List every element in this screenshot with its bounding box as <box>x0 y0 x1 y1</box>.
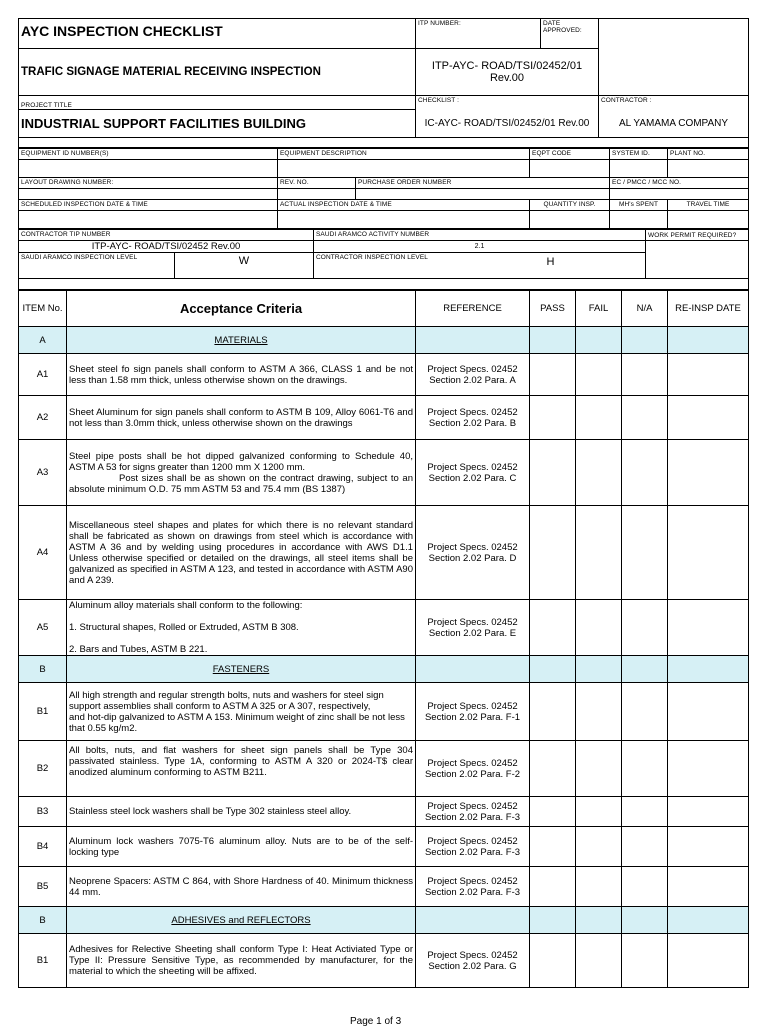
criteria-text: All bolts, nuts, and flat washers for sheet sign panels shall be Type 304 passivated stainless. Type 1A, conforming to ASTM A 320 or 2024-T$ clear anodized aluminum conforming to ASTM B211. <box>67 741 416 797</box>
section-id: B <box>19 907 67 934</box>
fail-cell[interactable] <box>576 797 622 827</box>
reference-cell <box>416 600 530 656</box>
criteria-text: Adhesives for Relective Sheeting shall conform Type I: Heat Activiated Type or Type II: Pressure Sensitive Type, as recommended by manufacturer, for the material to which the sheeting will be affixed. <box>67 934 416 988</box>
ec-pmcc-mcc-label: EC / PMCC / MCC NO. <box>610 178 749 189</box>
layout-drawing-value <box>19 189 278 200</box>
contractor-tip-label: CONTRACTOR TIP NUMBER <box>19 230 314 241</box>
table-row <box>19 600 749 656</box>
item-id: B2 <box>19 741 67 797</box>
quantity-value <box>530 211 610 229</box>
reinsp-date-cell[interactable] <box>668 827 749 867</box>
equipment-id-value <box>19 160 278 178</box>
fail-cell[interactable] <box>576 440 622 506</box>
table-row <box>19 354 749 396</box>
criteria-line: All high strength and regular strength bolts, nuts and washers for steel sign support assemblies shall conform to ASTM A 325 or A 307, respectively, <box>69 689 384 712</box>
itp-number-label: ITP NUMBER: <box>416 19 541 49</box>
spacer <box>19 138 749 148</box>
fail-cell[interactable] <box>576 354 622 396</box>
project-title-label: PROJECT TITLE <box>19 96 416 110</box>
item-no-header: ITEM No. <box>19 291 67 327</box>
pass-cell[interactable] <box>530 867 576 907</box>
fail-cell[interactable] <box>576 506 622 600</box>
reinsp-date-cell[interactable] <box>668 440 749 506</box>
item-id: A3 <box>19 440 67 506</box>
work-permit-label: WORK PERMIT REQUIRED? <box>646 230 749 241</box>
na-cell[interactable] <box>622 867 668 907</box>
actual-date-label: ACTUAL INSPECTION DATE & TIME <box>278 200 530 211</box>
reference-cell <box>416 440 530 506</box>
criteria-text <box>67 440 416 506</box>
purchase-order-label: PURCHASE ORDER NUMBER <box>356 178 610 189</box>
sa-inspection-level-label: SAUDI ARAMCO INSPECTION LEVEL <box>19 253 175 279</box>
section-row <box>19 327 749 354</box>
pass-cell[interactable] <box>530 396 576 440</box>
criteria-line: 1. Structural shapes, Rolled or Extruded, ASTM B 308. <box>69 622 299 633</box>
reinsp-date-cell[interactable] <box>668 683 749 741</box>
criteria-text <box>67 600 416 656</box>
work-permit-value <box>646 241 749 279</box>
na-cell[interactable] <box>622 797 668 827</box>
pass-cell[interactable] <box>530 827 576 867</box>
fail-cell[interactable] <box>576 934 622 988</box>
criteria-line: and hot-dip galvanized to ASTM A 153. Minimum weight of zinc shall be not less that 0.55 kg/m2. <box>69 711 405 734</box>
table-row <box>19 934 749 988</box>
criteria-text: Neoprene Spacers: ASTM C 864, with Shore Hardness of 40. Minimum thickness 44 mm. <box>67 867 416 907</box>
reference-spec: Project Specs. 02452 <box>427 700 518 712</box>
reference-section: Section 2.02 Para. A <box>429 374 516 386</box>
reference-section: Section 2.02 Para. C <box>428 472 517 484</box>
mh-spent-value <box>610 211 668 229</box>
fail-cell[interactable] <box>576 741 622 797</box>
na-cell[interactable] <box>622 934 668 988</box>
equipment-description-label: EQUIPMENT DESCRIPTION <box>278 149 530 160</box>
equipment-id-label: EQUIPMENT ID NUMBER(S) <box>19 149 278 160</box>
actual-date-value <box>278 211 530 229</box>
reference-section: Section 2.02 Para. F-2 <box>424 768 521 780</box>
na-cell[interactable] <box>622 440 668 506</box>
criteria-text: Sheet steel fo sign panels shall conform to ASTM A 366, CLASS 1 and be not less than 1.58 mm thick, unless otherwise shown on the drawings. <box>67 354 416 396</box>
item-id: A4 <box>19 506 67 600</box>
section-row <box>19 907 749 934</box>
table-row <box>19 741 749 797</box>
na-cell[interactable] <box>622 600 668 656</box>
travel-time-label: TRAVEL TIME <box>668 200 749 211</box>
criteria-line: 2. Bars and Tubes, ASTM B 221. <box>69 644 208 655</box>
date-approved-label: DATE APPROVED: <box>541 19 599 49</box>
fail-cell[interactable] <box>576 600 622 656</box>
eqpt-code-value <box>530 160 610 178</box>
table-row <box>19 827 749 867</box>
criteria-text <box>67 683 416 741</box>
item-id: A1 <box>19 354 67 396</box>
reinsp-date-cell[interactable] <box>668 797 749 827</box>
contractor-inspection-level-label: CONTRACTOR INSPECTION LEVEL <box>316 254 429 261</box>
contractor-tip-value: ITP-AYC- ROAD/TSI/02452 Rev.00 <box>19 241 314 253</box>
reference-section: Section 2.02 Para. F-3 <box>424 886 521 898</box>
checklist-subtitle: TRAFIC SIGNAGE MATERIAL RECEIVING INSPECTION <box>21 66 321 78</box>
itp-number-value: ITP-AYC- ROAD/TSI/02452/01 Rev.00 <box>416 49 599 96</box>
reference-section: Section 2.02 Para. E <box>428 627 517 639</box>
activity-number-label: SAUDI ARAMCO ACTIVITY NUMBER <box>314 230 646 241</box>
pass-header: PASS <box>530 291 576 327</box>
checklist-label: CHECKLIST : <box>416 96 599 110</box>
criteria-text: Stainless steel lock washers shall be Type 302 stainless steel alloy. <box>67 797 416 827</box>
reference-cell <box>416 797 530 827</box>
section-row <box>19 656 749 683</box>
reference-section: Section 2.02 Para. F-3 <box>424 811 521 823</box>
title-cell <box>19 19 416 49</box>
pass-cell[interactable] <box>530 797 576 827</box>
plant-no-label: PLANT NO. <box>668 149 749 160</box>
reference-section: Section 2.02 Para. G <box>428 960 517 972</box>
page-footer: Page 1 of 3 <box>350 1016 402 1027</box>
item-id: A5 <box>19 600 67 656</box>
reference-cell <box>416 934 530 988</box>
reinsp-date-header: RE-INSP DATE <box>668 291 749 327</box>
contractor-inspection-level-value: H <box>546 256 555 268</box>
reference-spec: Project Specs. 02452 <box>427 875 518 887</box>
item-id: A2 <box>19 396 67 440</box>
spacer <box>19 279 749 290</box>
item-id: B1 <box>19 934 67 988</box>
reference-cell <box>416 506 530 600</box>
criteria-table <box>18 290 749 988</box>
na-cell[interactable] <box>622 354 668 396</box>
pass-cell[interactable] <box>530 934 576 988</box>
purchase-order-value <box>356 189 610 200</box>
reference-section: Section 2.02 Para. B <box>428 417 517 429</box>
reference-cell <box>416 354 530 396</box>
reference-spec: Project Specs. 02452 <box>427 949 518 961</box>
item-id: B1 <box>19 683 67 741</box>
layout-drawing-label: LAYOUT DRAWING NUMBER: <box>19 178 278 189</box>
scheduled-date-value <box>19 211 278 229</box>
approval-box <box>599 19 749 96</box>
reference-spec: Project Specs. 02452 <box>427 541 518 553</box>
item-id: B5 <box>19 867 67 907</box>
na-cell[interactable] <box>622 741 668 797</box>
reference-cell <box>416 827 530 867</box>
subtitle-cell <box>19 49 416 96</box>
system-id-value <box>610 160 668 178</box>
pass-cell[interactable] <box>530 354 576 396</box>
na-header: N/A <box>622 291 668 327</box>
fail-cell[interactable] <box>576 683 622 741</box>
reference-spec: Project Specs. 02452 <box>427 363 518 375</box>
mh-spent-label: MH's SPENT <box>610 200 668 211</box>
section-title: FASTENERS <box>67 656 416 683</box>
reference-header: REFERENCE <box>416 291 530 327</box>
criteria-text: Miscellaneous steel shapes and plates for which there is no relevant standard shall be fabricated as shown on drawings from steel which is accordance with ASTM A 36 and by welding using procedures in accordance with AWS D1.1 Unless otherwise specified or detailed on the drawings, all steel items shall be galvanized as specified in ASTM A 123, and tested in accordance with ASTM A90 and A 239. <box>67 506 416 600</box>
reference-section: Section 2.02 Para. F-1 <box>424 711 521 723</box>
item-id: B3 <box>19 797 67 827</box>
pass-cell[interactable] <box>530 600 576 656</box>
rev-no-value <box>278 189 356 200</box>
reference-section: Section 2.02 Para. F-3 <box>424 846 521 858</box>
reference-cell <box>416 867 530 907</box>
eqpt-code-label: EQPT CODE <box>530 149 610 160</box>
section-title: ADHESIVES and REFLECTORS <box>67 907 416 934</box>
acceptance-criteria-header: Acceptance Criteria <box>67 291 416 327</box>
reinsp-date-cell[interactable] <box>668 506 749 600</box>
checklist-value: IC-AYC- ROAD/TSI/02452/01 Rev.00 <box>416 110 599 138</box>
reference-section: Section 2.02 Para. D <box>428 552 517 564</box>
sa-inspection-level-value: W <box>175 253 314 279</box>
activity-number-value: 2.1 <box>314 241 646 253</box>
na-cell[interactable] <box>622 506 668 600</box>
section-id: A <box>19 327 67 354</box>
system-id-label: SYSTEM ID. <box>610 149 668 160</box>
fail-cell[interactable] <box>576 396 622 440</box>
table-row <box>19 396 749 440</box>
criteria-line: Post sizes shall be as shown on the contract drawing, subject to an absolute minimum O.D. 75 mm ASTM 53 and 75.4 mm (BS 1387) <box>69 472 413 495</box>
scheduled-date-label: SCHEDULED INSPECTION DATE & TIME <box>19 200 278 211</box>
fail-cell[interactable] <box>576 867 622 907</box>
table-row <box>19 867 749 907</box>
inspection-checklist <box>18 18 748 988</box>
table-row <box>19 797 749 827</box>
reinsp-date-cell[interactable] <box>668 934 749 988</box>
fail-cell[interactable] <box>576 827 622 867</box>
reference-spec: Project Specs. 02452 <box>427 616 518 628</box>
table-row <box>19 683 749 741</box>
reinsp-date-cell[interactable] <box>668 741 749 797</box>
table-row <box>19 440 749 506</box>
criteria-line: Steel pipe posts shall be hot dipped galvanized conforming to Schedule 40, ASTM A 53 for signs greater than 1200 mm X 1200 mm. <box>69 450 413 473</box>
criteria-line: Aluminum alloy materials shall conform to the following: <box>69 600 303 611</box>
plant-no-value <box>668 160 749 178</box>
reinsp-date-cell[interactable] <box>668 354 749 396</box>
section-title: MATERIALS <box>67 327 416 354</box>
reference-spec: Project Specs. 02452 <box>427 835 518 847</box>
reinsp-date-cell[interactable] <box>668 867 749 907</box>
pass-cell[interactable] <box>530 741 576 797</box>
reinsp-date-cell[interactable] <box>668 600 749 656</box>
reference-spec: Project Specs. 02452 <box>427 461 518 473</box>
header-table <box>18 18 749 148</box>
contractor-label: CONTRACTOR : <box>599 96 749 110</box>
rev-no-label: REV. NO. <box>278 178 356 189</box>
equipment-info-table <box>18 148 749 229</box>
pass-cell[interactable] <box>530 683 576 741</box>
reference-cell <box>416 741 530 797</box>
ec-pmcc-mcc-value <box>610 189 749 200</box>
contractor-value: AL YAMAMA COMPANY <box>599 110 749 138</box>
pass-cell[interactable] <box>530 506 576 600</box>
reference-spec: Project Specs. 02452 <box>427 757 518 769</box>
travel-time-value <box>668 211 749 229</box>
page-title: AYC INSPECTION CHECKLIST <box>21 23 223 39</box>
project-title-value: INDUSTRIAL SUPPORT FACILITIES BUILDING <box>19 110 416 138</box>
item-id: B4 <box>19 827 67 867</box>
reference-cell <box>416 683 530 741</box>
reference-spec: Project Specs. 02452 <box>427 406 518 418</box>
level-table <box>18 229 749 290</box>
reference-spec: Project Specs. 02452 <box>427 800 518 812</box>
na-cell[interactable] <box>622 396 668 440</box>
fail-header: FAIL <box>576 291 622 327</box>
column-header-row <box>19 291 749 327</box>
quantity-label: QUANTITY INSP. <box>530 200 610 211</box>
reinsp-date-cell[interactable] <box>668 396 749 440</box>
contractor-level-cell <box>314 253 646 279</box>
equipment-description-value <box>278 160 530 178</box>
table-row <box>19 506 749 600</box>
criteria-text: Aluminum lock washers 7075-T6 aluminum alloy. Nuts are to be of the self-locking type <box>67 827 416 867</box>
criteria-text: Sheet Aluminum for sign panels shall conform to ASTM B 109, Alloy 6061-T6 and not less than 3.0mm thick, unless otherwise shown on the drawings <box>67 396 416 440</box>
pass-cell[interactable] <box>530 440 576 506</box>
reference-cell <box>416 396 530 440</box>
na-cell[interactable] <box>622 827 668 867</box>
na-cell[interactable] <box>622 683 668 741</box>
section-id: B <box>19 656 67 683</box>
